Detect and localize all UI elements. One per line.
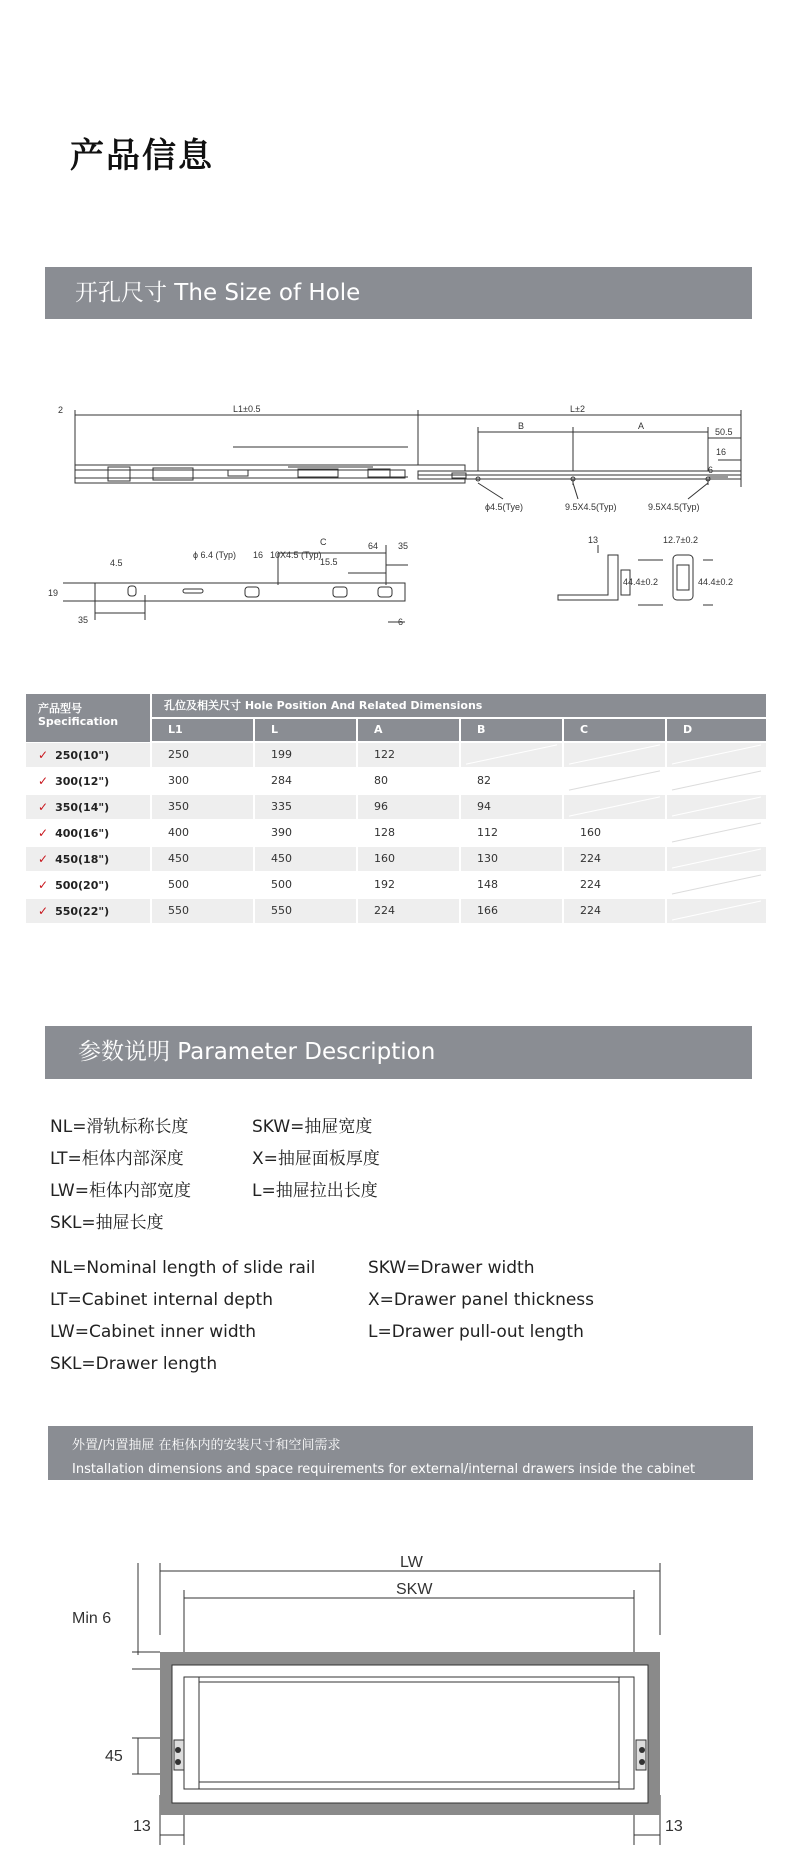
dim-15-5: 15.5 (320, 557, 338, 567)
cell-value: 82 (477, 774, 491, 787)
cell-value: 122 (374, 748, 395, 761)
param-en-skl: SKL=Drawer length (50, 1354, 218, 1374)
value-cell-l (255, 743, 356, 767)
dim-l: L±2 (570, 404, 585, 414)
empty-slash (569, 744, 660, 764)
value-cell-c (564, 847, 665, 871)
param-cn-left (50, 1111, 191, 1239)
cell-value: 166 (477, 904, 498, 917)
check-icon: ✓ (38, 826, 49, 840)
dim-l1: L1±0.5 (233, 404, 261, 414)
value-cell-l (255, 821, 356, 845)
cell-value: 128 (374, 826, 395, 839)
spec-label: 400(16") (55, 827, 110, 840)
spec-cell (26, 873, 150, 897)
page-title: 产品信息 (70, 136, 214, 176)
empty-slash (672, 771, 761, 791)
value-cell-l1 (152, 743, 253, 767)
cell-value: 94 (477, 800, 491, 813)
dim-4-5: 4.5 (110, 558, 123, 568)
cell-value: 550 (271, 904, 292, 917)
check-icon: ✓ (38, 774, 49, 788)
spec-label: 550(22") (55, 905, 110, 918)
value-cell-c (564, 795, 665, 819)
col-d: D (667, 719, 766, 741)
param-cn-l: L=抽屉拉出长度 (252, 1181, 378, 1201)
param-cn-lw: LW=柜体内部宽度 (50, 1181, 191, 1201)
param-cn-lt: LT=柜体内部深度 (50, 1149, 184, 1169)
dim-12-7: 12.7±0.2 (663, 535, 698, 545)
value-cell-a (358, 899, 459, 923)
value-cell-l (255, 873, 356, 897)
value-cell-l1 (152, 925, 253, 949)
dim-16-top: 16 (716, 447, 727, 457)
empty-slash (466, 744, 557, 764)
spec-cell (26, 743, 150, 767)
spec-cell (26, 925, 150, 949)
value-cell-c (564, 873, 665, 897)
table-row (26, 821, 766, 845)
param-en-right (368, 1252, 594, 1348)
dim-35-top: 35 (398, 541, 409, 551)
cell-value: 450 (271, 852, 292, 865)
cell-value: 112 (477, 826, 498, 839)
check-icon: ✓ (38, 904, 49, 918)
param-en-left (50, 1252, 315, 1380)
install-title-cn: 外置/内置抽屉 在柜体内的安装尺寸和空间需求 (72, 1438, 341, 1453)
value-cell-c (564, 821, 665, 845)
spec-cell (26, 821, 150, 845)
value-cell-a (358, 743, 459, 767)
value-cell-b (461, 769, 562, 793)
parameter-header: 参数说明 Parameter Description (45, 1026, 752, 1079)
col-l: L (255, 719, 356, 741)
param-en-nl: NL=Nominal length of slide rail (50, 1258, 316, 1278)
dim-44-4-a: 44.4±0.2 (623, 577, 658, 587)
dimension-header: 孔位及相关尺寸 Hole Position And Related Dimensions (152, 694, 766, 717)
cell-value: 390 (271, 826, 292, 839)
dim-16-bottom: 16 (253, 550, 264, 560)
dim-hole-4-5: ϕ4.5(Tye) (485, 502, 524, 512)
param-en-skw: SKW=Drawer width (368, 1258, 535, 1278)
value-cell-a (358, 795, 459, 819)
empty-slash (672, 849, 761, 869)
value-cell-d (667, 821, 766, 845)
param-cn-nl: NL=滑轨标称长度 (50, 1117, 189, 1137)
table-row (26, 847, 766, 871)
param-cn-x: X=抽屉面板厚度 (252, 1149, 380, 1169)
value-cell-b (461, 873, 562, 897)
dim-b: B (518, 421, 525, 431)
value-cell-l1 (152, 873, 253, 897)
param-en-l: L=Drawer pull-out length (368, 1322, 584, 1342)
param-cn-right (252, 1111, 380, 1207)
param-en-lt: LT=Cabinet internal depth (50, 1290, 273, 1310)
cell-value: 350 (168, 800, 189, 813)
value-cell-l (255, 769, 356, 793)
spec-header-en: Specification (38, 715, 119, 728)
empty-slash (672, 823, 761, 843)
install-45-label: 45 (105, 1748, 123, 1765)
cell-value: 400 (168, 826, 189, 839)
empty-slash (569, 796, 660, 816)
value-cell-l1 (152, 769, 253, 793)
value-cell-b (461, 899, 562, 923)
table-row (26, 899, 766, 923)
param-cn-skw: SKW=抽屉宽度 (252, 1117, 373, 1137)
value-cell-b (461, 821, 562, 845)
install-13-left-label: 13 (133, 1818, 151, 1835)
check-icon: ✓ (38, 852, 49, 866)
value-cell-b (461, 795, 562, 819)
check-icon: ✓ (38, 878, 49, 892)
empty-slash (672, 745, 761, 765)
value-cell-d (667, 899, 766, 923)
value-cell-l1 (152, 821, 253, 845)
spec-label: 450(18") (55, 853, 110, 866)
spec-cell (26, 769, 150, 793)
cell-value: 96 (374, 800, 388, 813)
empty-slash (569, 770, 660, 790)
spec-label: 250(10") (55, 749, 110, 762)
value-cell-c (564, 925, 665, 949)
value-cell-d (667, 769, 766, 793)
cell-value: 450 (168, 852, 189, 865)
value-cell-a (358, 769, 459, 793)
param-en-lw: LW=Cabinet inner width (50, 1322, 257, 1342)
value-cell-b (461, 743, 562, 767)
install-min6-label: Min 6 (72, 1610, 112, 1627)
table-row (26, 925, 766, 949)
cell-value: 500 (168, 878, 189, 891)
table-row (26, 769, 766, 793)
spec-header (26, 694, 150, 742)
value-cell-c (564, 743, 665, 767)
cell-value: 250 (168, 748, 189, 761)
dim-a: A (638, 421, 645, 431)
spec-label: 500(20") (55, 879, 110, 892)
value-cell-d (667, 847, 766, 871)
spec-label: 300(12") (55, 775, 110, 788)
dim-slot-3: 10X4.5 (Typ) (270, 550, 322, 560)
param-en-x: X=Drawer panel thickness (368, 1290, 595, 1310)
install-skw-label: SKW (396, 1581, 433, 1598)
spec-header-cn: 产品型号 (38, 702, 82, 715)
dim-50-5: 50.5 (715, 427, 733, 437)
check-icon: ✓ (38, 748, 49, 762)
param-cn-skl: SKL=抽屉长度 (50, 1213, 164, 1233)
value-cell-a (358, 873, 459, 897)
cell-value: 80 (374, 774, 388, 787)
value-cell-d (667, 925, 766, 949)
col-l1: L1 (152, 719, 253, 741)
col-b: B (461, 719, 562, 741)
dim-64: 64 (368, 541, 379, 551)
col-c: C (564, 719, 665, 741)
cell-value: 148 (477, 878, 498, 891)
table-row (26, 743, 766, 767)
cell-value: 284 (271, 774, 292, 787)
value-cell-c (564, 769, 665, 793)
value-cell-a (358, 925, 459, 949)
cell-value: 224 (580, 878, 601, 891)
dim-13: 13 (588, 535, 599, 545)
value-cell-c (564, 899, 665, 923)
value-cell-l (255, 925, 356, 949)
spec-cell (26, 847, 150, 871)
hole-size-diagram (48, 395, 748, 635)
cell-value: 160 (374, 852, 395, 865)
dim-44-4-b: 44.4±0.2 (698, 577, 733, 587)
dim-hole-6-4: ϕ 6.4 (Typ) (193, 550, 237, 560)
value-cell-d (667, 795, 766, 819)
cell-value: 192 (374, 878, 395, 891)
install-13-right-label: 13 (665, 1818, 683, 1835)
value-cell-l (255, 847, 356, 871)
dim-slot-1: 9.5X4.5(Typ) (565, 502, 617, 512)
col-a: A (358, 719, 459, 741)
value-cell-l (255, 899, 356, 923)
cell-value: 300 (168, 774, 189, 787)
cell-value: 199 (271, 748, 292, 761)
value-cell-l (255, 795, 356, 819)
empty-slash (672, 875, 761, 895)
install-title-en: Installation dimensions and space requirements for external/internal drawers inside the cabinet (72, 1462, 696, 1477)
value-cell-a (358, 847, 459, 871)
cell-value: 130 (477, 852, 498, 865)
spec-cell (26, 795, 150, 819)
install-diagram (60, 1555, 700, 1855)
cell-value: 160 (580, 826, 601, 839)
value-cell-d (667, 743, 766, 767)
install-lw-label: LW (400, 1555, 423, 1571)
cell-value: 335 (271, 800, 292, 813)
dim-slot-2: 9.5X4.5(Typ) (648, 502, 700, 512)
empty-slash (672, 797, 761, 817)
check-icon: ✓ (38, 800, 49, 814)
spec-label: 350(14") (55, 801, 110, 814)
dim-35-bottom: 35 (78, 615, 89, 625)
value-cell-l1 (152, 795, 253, 819)
dim-19: 19 (48, 588, 59, 598)
hole-size-header: 开孔尺寸 The Size of Hole (45, 267, 752, 319)
cell-value: 224 (580, 904, 601, 917)
spec-cell (26, 899, 150, 923)
dim-6-bottom: 6 (398, 617, 404, 627)
install-header (48, 1426, 753, 1480)
dim-c: C (320, 537, 327, 547)
table-row (26, 795, 766, 819)
table-row (26, 873, 766, 897)
value-cell-b (461, 847, 562, 871)
dim-2: 2 (58, 405, 64, 415)
value-cell-a (358, 821, 459, 845)
value-cell-l1 (152, 899, 253, 923)
cell-value: 224 (580, 852, 601, 865)
cell-value: 500 (271, 878, 292, 891)
cell-value: 224 (374, 904, 395, 917)
value-cell-l1 (152, 847, 253, 871)
cell-value: 550 (168, 904, 189, 917)
dim-6-top: 6 (708, 465, 714, 475)
value-cell-b (461, 925, 562, 949)
empty-slash (672, 901, 761, 921)
value-cell-d (667, 873, 766, 897)
